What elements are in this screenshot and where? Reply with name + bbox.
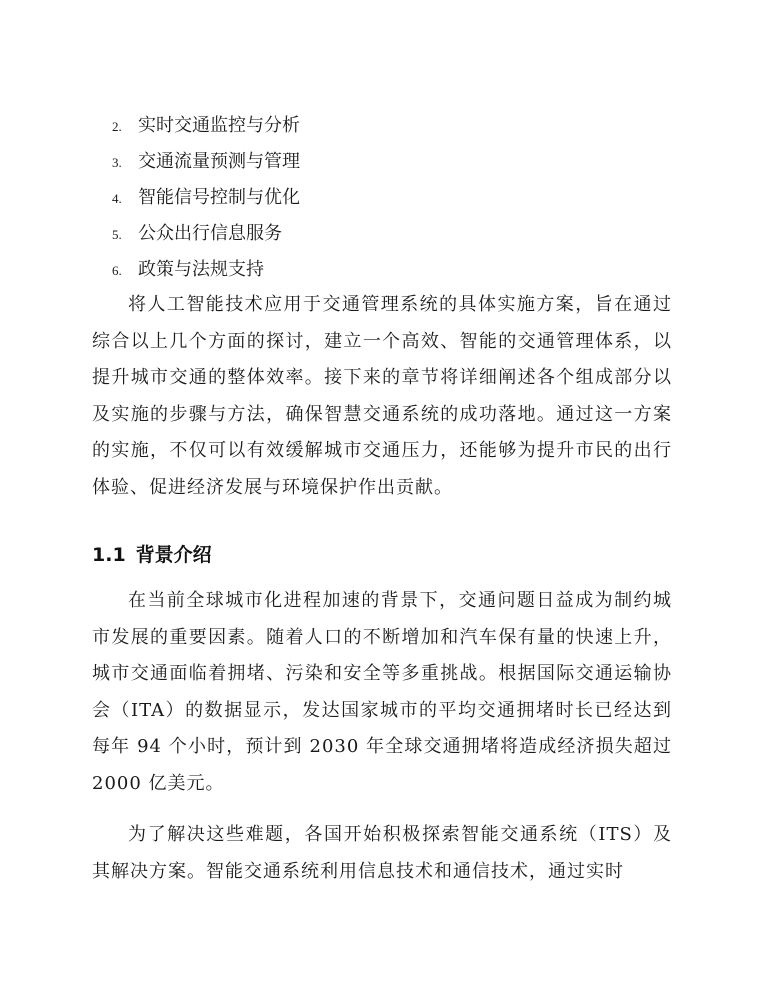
section-title: 背景介绍	[135, 544, 212, 566]
list-item-number: 4.	[112, 191, 122, 206]
list-item	[112, 108, 300, 144]
list-item	[112, 144, 300, 180]
list-item-number: 6.	[112, 263, 122, 278]
section-number: 1.1	[92, 544, 126, 566]
intro-paragraph: 将人工智能技术应用于交通管理系统的具体实施方案，旨在通过综合以上几个方面的探讨，建立一个高效、智能的交通管理体系，以提升城市交通的整体效率。接下来的章节将详细阐述各个组成部分以及实施的步骤与方法，确保智慧交通系统的成功落地。通过这一方案的实施，不仅可以有效缓解城市交通压力，还能够为提升市民的出行体验、促进经济发展与环境保护作出贡献。	[92, 294, 672, 498]
section-heading	[92, 537, 212, 573]
list-item	[112, 252, 300, 288]
list-item-number: 5.	[112, 227, 122, 242]
background-paragraph: 为了解决这些难题，各国开始积极探索智能交通系统（ITS）及其解决方案。智能交通系统利用信息技术和通信技术，通过实时	[92, 824, 672, 882]
list-item-text: 实时交通监控与分析	[138, 115, 300, 136]
list-item-text: 交通流量预测与管理	[138, 151, 300, 172]
list-item-text: 智能信号控制与优化	[138, 187, 300, 208]
list-item	[112, 180, 300, 216]
background-paragraph: 在当前全球城市化进程加速的背景下，交通问题日益成为制约城市发展的重要因素。随着人口的不断增加和汽车保有量的快速上升，城市交通面临着拥堵、污染和安全等多重挑战。根据国际交通运输协会（ITA）的数据显示，发达国家城市的平均交通拥堵时长已经达到每年 94 个小时，预计到 2030 年全球交通拥堵将造成经济损失超过 2000 亿美元。	[92, 590, 672, 794]
list-item-number: 3.	[112, 155, 122, 170]
list-item-text: 公众出行信息服务	[138, 223, 282, 244]
list-item-number: 2.	[112, 119, 122, 134]
numbered-list	[112, 108, 300, 288]
list-item-text: 政策与法规支持	[138, 259, 264, 280]
list-item	[112, 216, 300, 252]
